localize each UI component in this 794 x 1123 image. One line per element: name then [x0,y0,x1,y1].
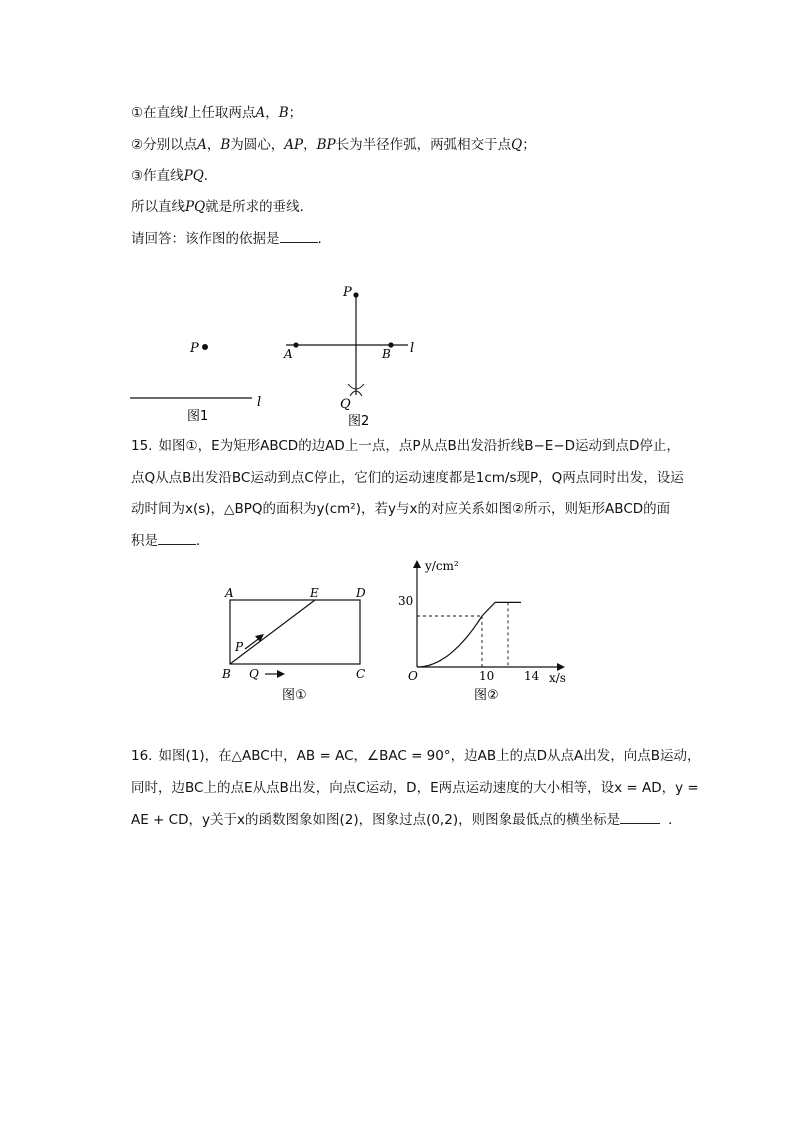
figure-15-1 [215,583,375,703]
curve-segment [417,616,482,667]
q15-line-2: 点Q从点B出发沿BC运动到点C停止，它们的运动速度都是1cm/s现P，Q两点同时出发，设运 [131,470,684,486]
point-a [293,342,298,347]
segment-be [230,600,315,664]
q16-line-1: 16. 如图(1)，在△ABC中，AB = AC，∠BAC = 90°，边AB上的点D从点A出发，向点B运动， [131,748,701,764]
figure-15-2 [395,555,575,705]
x-axis-arrow [557,663,565,671]
point-p [202,344,208,350]
label-c: C [356,667,366,681]
fig2-caption: 图2 [348,414,370,429]
fig2-label-l: l [410,341,415,356]
answer-blank-16[interactable] [620,809,660,824]
origin-label: O [408,669,418,683]
q16-line-2: 同时，边BC上的点E从点B出发，向点C运动，D，E两点运动速度的大小相等，设x = AD，y = [131,780,699,796]
fig2-label-b: B [382,347,391,361]
label-b: B [222,667,231,681]
fig1-label-p: P [190,341,199,356]
label-a: A [225,586,234,600]
tick-label-10: 10 [479,669,495,683]
q15-line-4: 积是 ． [131,530,210,551]
x-axis-label: x/s [549,671,566,685]
fig1-caption: 图1 [187,409,209,424]
caption: 图① [282,688,307,703]
rectangle-abcd [230,600,360,664]
label-e: E [310,586,319,600]
figure-2 [278,280,428,430]
label-p: P [235,640,244,654]
q15-line-1: 15. 如图①，E为矩形ABCD的边AD上一点，点P从点B出发沿折线B−E−D运动到点D停止， [131,438,680,454]
fig2-label-a: A [284,347,293,361]
q15-line-3: 动时间为x(s)，△BPQ的面积为y(cm²)，若y与x的对应关系如图②所示，则矩形ABCD的面 [131,501,671,517]
fig1-label-l: l [257,395,262,410]
tick-label-14: 14 [524,669,540,683]
step-1: ①在直线l上任取两点A，B； [131,105,303,121]
y-axis-label: y/cm² [425,559,459,573]
caption: 图② [474,688,499,703]
y-axis-arrow [413,560,421,568]
answer-blank[interactable] [280,228,318,243]
point-p [353,292,358,297]
label-d: D [356,586,366,600]
figure-1 [120,330,280,425]
tick-label-30: 30 [398,594,414,608]
conclusion: 所以直线PQ就是所求的垂线． [131,199,314,215]
fig2-label-q: Q [340,397,351,412]
question-14: 请回答：该作图的依据是 ． [131,228,331,249]
answer-blank-15[interactable] [158,530,196,545]
rising-segment [482,602,495,616]
step-3: ③作直线PQ． [131,168,218,184]
arrow-q-head [277,670,285,678]
fig2-label-p: P [343,285,352,300]
step-2: ②分别以点A，B为圆心，AP，BP长为半径作弧，两弧相交于点Q； [131,137,536,153]
label-q: Q [249,667,259,681]
q16-line-3: AE + CD，y关于x的函数图象如图(2)，图象过点(0,2)，则图象最低点的横坐标是 ． [131,809,682,830]
